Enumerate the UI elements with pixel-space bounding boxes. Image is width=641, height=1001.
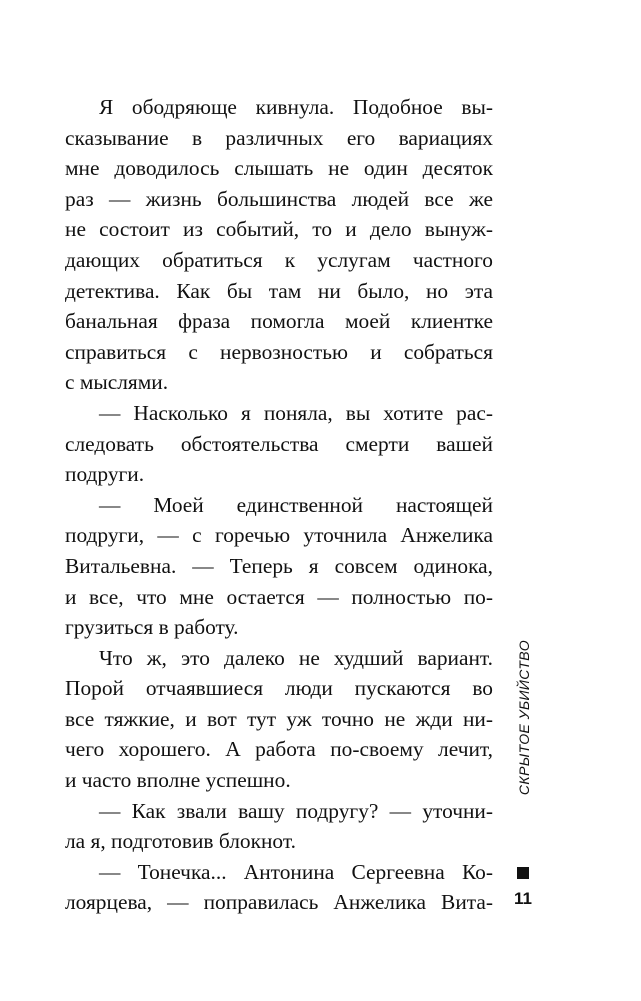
text-line: — Моей единственной настоящей <box>99 492 493 517</box>
text-line: — Как звали вашу подругу? — уточни- <box>99 798 493 823</box>
running-head-title: СКРЫТОЕ УБИЙСТВО <box>516 640 532 796</box>
text-line: и часто вполне успешно. <box>65 768 291 793</box>
text-line: Что ж, это далеко не худший вариант. <box>99 645 493 670</box>
text-line: следовать обстоятельства смерти вашей <box>65 431 493 456</box>
text-line: и все, что мне остается — полностью по- <box>65 584 493 609</box>
text-line: подруги, — с горечью уточнила Анжелика <box>65 523 493 548</box>
text-line: детектива. Как бы там ни было, но эта <box>65 278 493 303</box>
text-line: мне доводилось слышать не один десяток <box>65 156 493 181</box>
text-line: грузиться в работу. <box>65 615 239 640</box>
text-line: — Тонечка... Антонина Сергеевна Ко- <box>99 859 493 884</box>
text-line: сказывание в различных его вариациях <box>65 125 493 150</box>
text-line: банальная фраза помогла моей клиентке <box>65 309 493 334</box>
text-line: дающих обратиться к услугам частного <box>65 247 493 272</box>
text-line: Витальевна. — Теперь я совсем одинока, <box>65 553 493 578</box>
text-line: с мыслями. <box>65 370 169 395</box>
body-text <box>65 92 493 918</box>
text-line: не состоит из событий, то и дело вынуж- <box>65 217 493 242</box>
running-head <box>509 640 539 860</box>
text-line: Я ободряюще кивнула. Подобное вы- <box>99 95 493 119</box>
square-marker-icon <box>517 867 529 879</box>
text-line: — Насколько я поняла, вы хотите рас- <box>99 400 493 425</box>
text-line: Порой отчаявшиеся люди пускаются во <box>65 676 493 701</box>
text-line: подруги. <box>65 462 145 487</box>
page-number: 11 <box>514 889 532 908</box>
text-line: лоярцева, — поправилась Анжелика Вита- <box>65 890 493 915</box>
text-line: раз — жизнь большинства людей все же <box>65 186 493 211</box>
text-line: ла я, подготовив блокнот. <box>65 829 296 854</box>
text-line: все тяжкие, и вот тут уж точно не жди ни- <box>65 706 493 731</box>
text-line: справиться с нервозностью и собраться <box>65 339 493 364</box>
text-line: чего хорошего. А работа по-своему лечит, <box>65 737 493 762</box>
